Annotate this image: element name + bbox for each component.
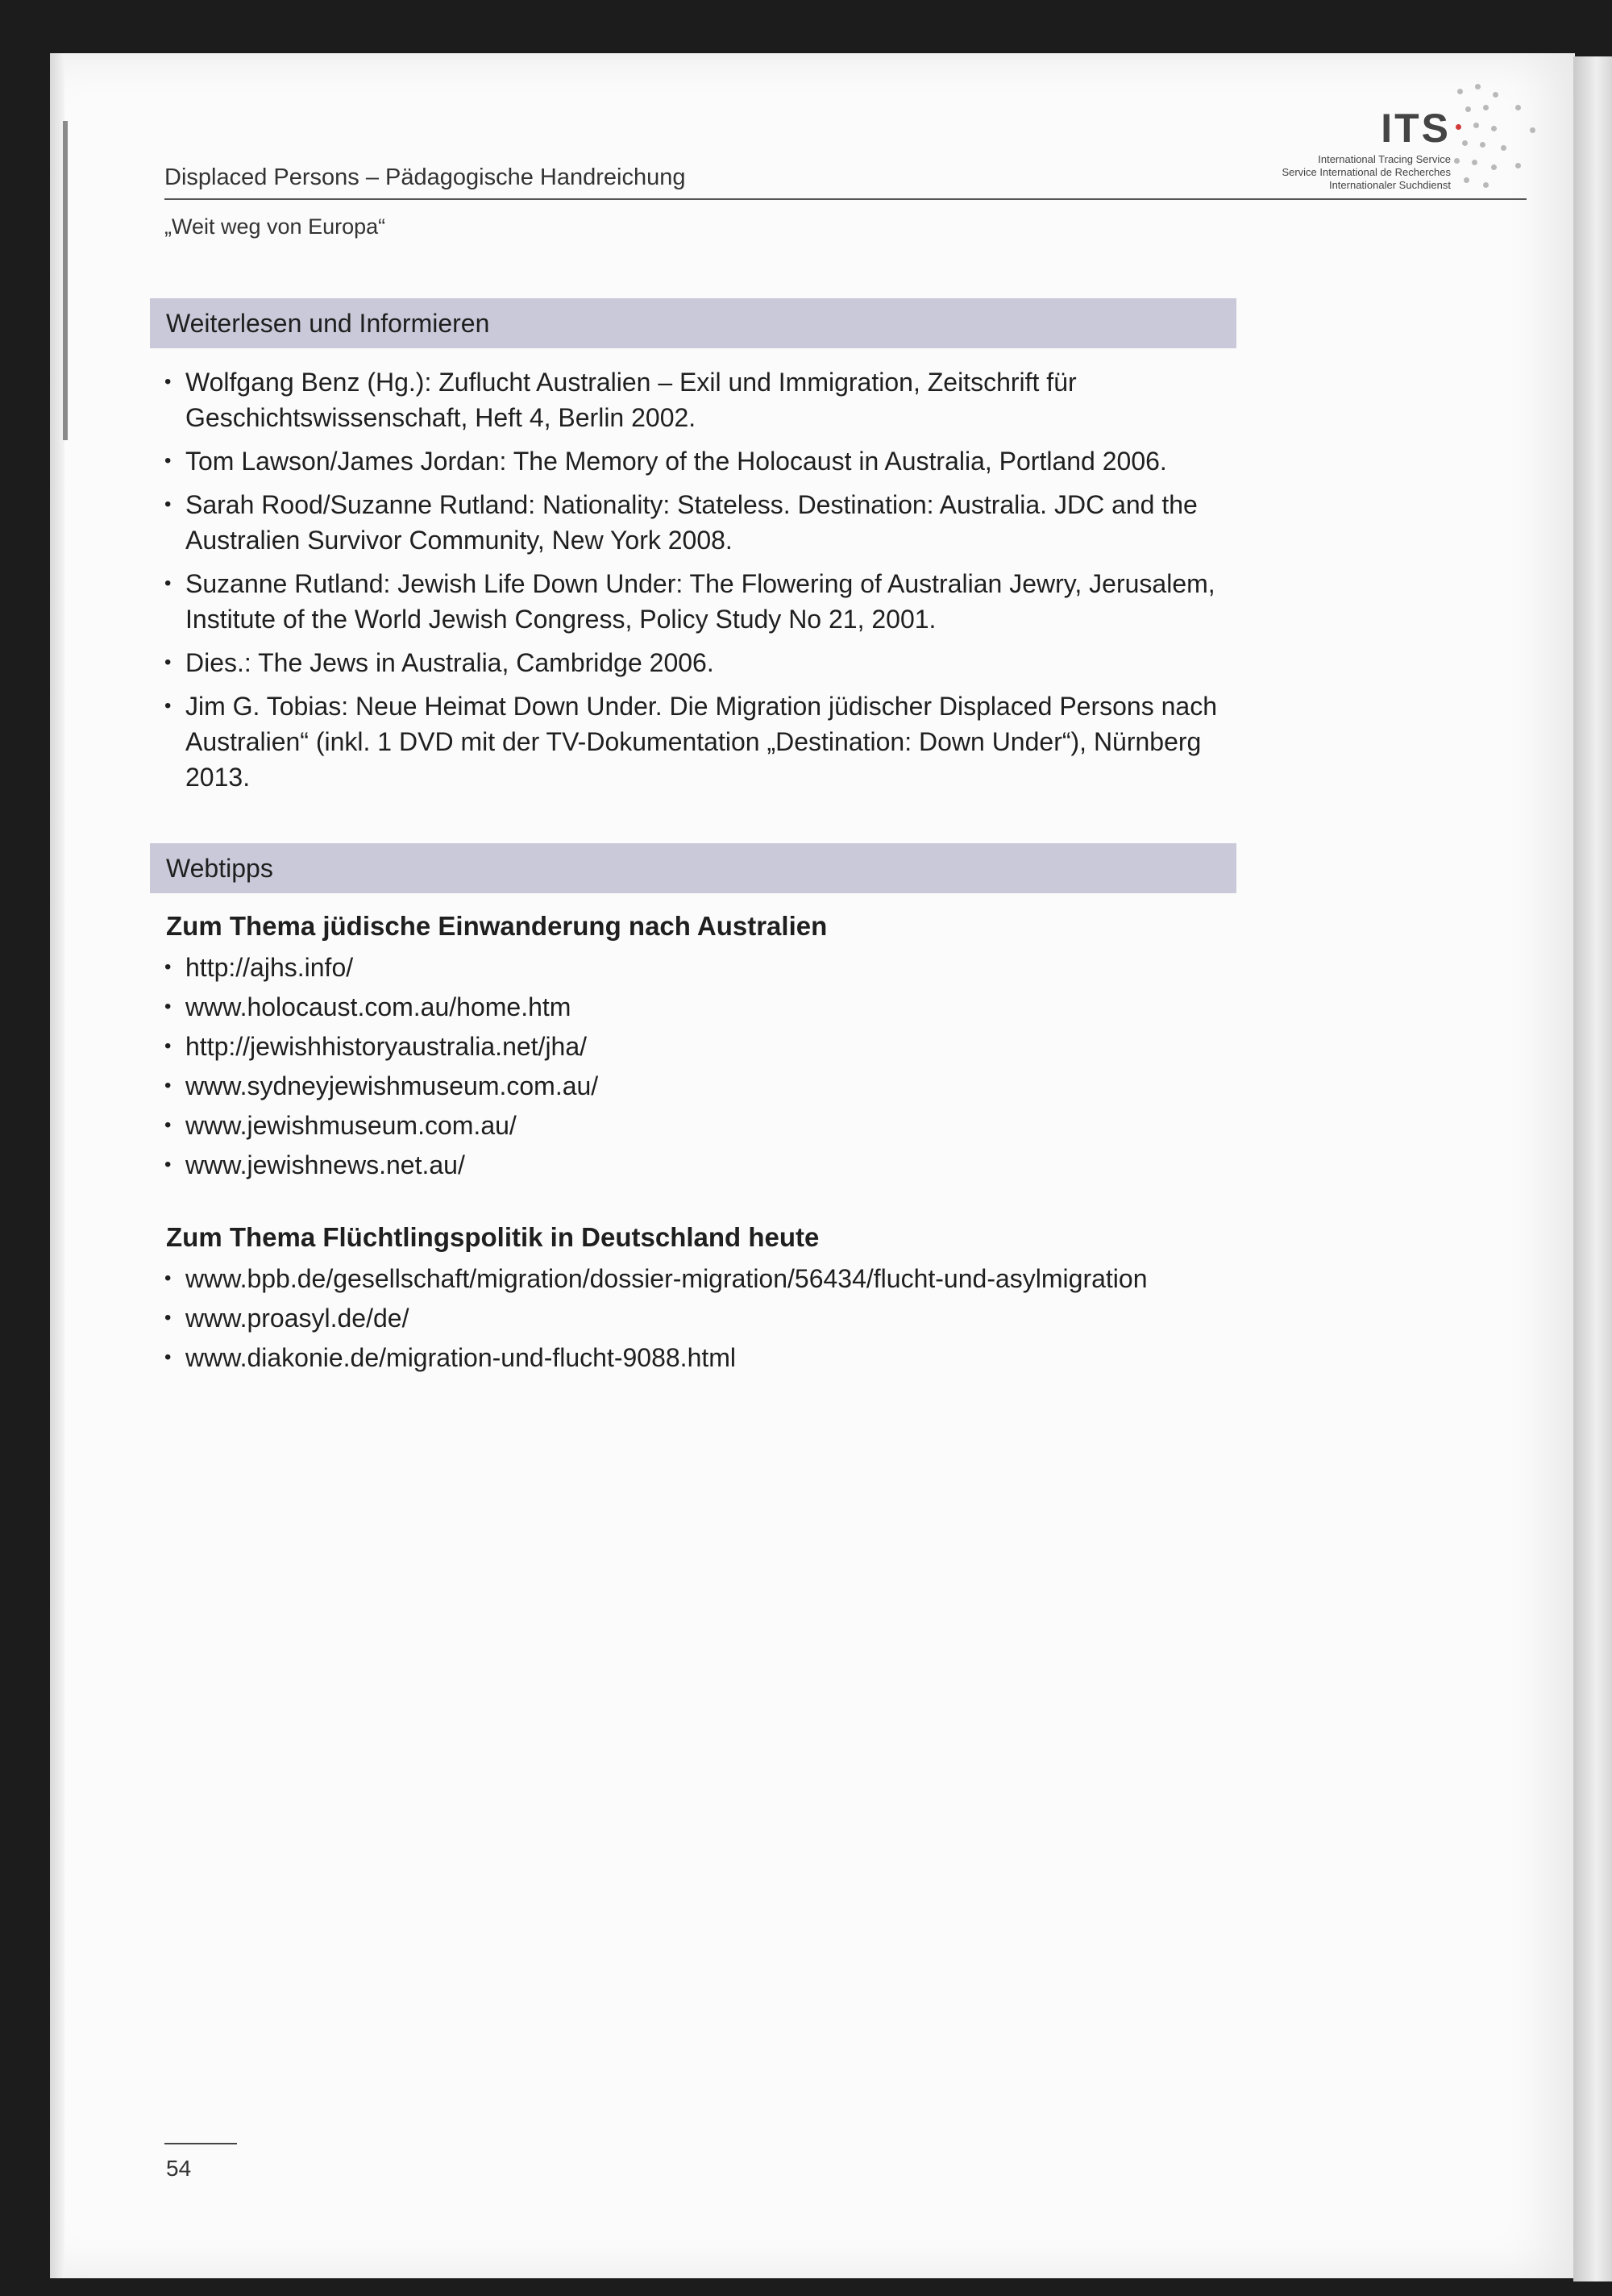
- web-link[interactable]: • www.proasyl.de/de/: [164, 1300, 1212, 1336]
- link-list-refugee-policy: [164, 1261, 1212, 1379]
- section-heading-reading: Weiterlesen und Informieren: [150, 298, 1236, 348]
- header-title: Displaced Persons – Pädagogische Handreichung: [164, 164, 686, 190]
- its-logo-line-fr: Service International de Recherches: [1282, 166, 1451, 178]
- subheading-immigration: Zum Thema jüdische Einwanderung nach Australien: [166, 911, 828, 941]
- web-link[interactable]: • www.bpb.de/gesellschaft/migration/dossier-migration/56434/flucht-und-asylmigration: [164, 1261, 1212, 1296]
- link-list-immigration: [164, 950, 1212, 1187]
- list-item: • Wolfgang Benz (Hg.): Zuflucht Australien – Exil und Immigration, Zeitschrift für Geschichtswissenschaft, Heft 4, Berlin 2002.: [164, 364, 1244, 435]
- its-logo-line-de: Internationaler Suchdienst: [1328, 179, 1451, 191]
- subheading-refugee-policy: Zum Thema Flüchtlingspolitik in Deutschland heute: [166, 1222, 820, 1252]
- list-item: • Dies.: The Jews in Australia, Cambridge 2006.: [164, 645, 1244, 680]
- web-link[interactable]: • http://jewishhistoryaustralia.net/jha/: [164, 1029, 1212, 1064]
- footer-rule: [164, 2143, 237, 2144]
- margin-bar: [63, 121, 68, 440]
- its-logo-dots-icon: [1451, 81, 1539, 193]
- its-logo-line-en: International Tracing Service: [1318, 153, 1451, 165]
- web-link[interactable]: • www.jewishnews.net.au/: [164, 1147, 1212, 1183]
- web-link[interactable]: • www.jewishmuseum.com.au/: [164, 1108, 1212, 1143]
- list-item: • Tom Lawson/James Jordan: The Memory of the Holocaust in Australia, Portland 2006.: [164, 443, 1244, 479]
- list-item: • Sarah Rood/Suzanne Rutland: Nationality: Stateless. Destination: Australia. JDC and the Australien Survivor Community, New York 2008.: [164, 487, 1244, 558]
- web-link[interactable]: • www.diakonie.de/migration-und-flucht-9088.html: [164, 1340, 1212, 1375]
- web-link[interactable]: • http://ajhs.info/: [164, 950, 1212, 985]
- web-link[interactable]: • www.sydneyjewishmuseum.com.au/: [164, 1068, 1212, 1104]
- its-logo-wordmark: ITS: [1381, 106, 1451, 151]
- reading-list: [164, 364, 1244, 803]
- list-item: • Jim G. Tobias: Neue Heimat Down Under. Die Migration jüdischer Displaced Persons nach Australien“ (inkl. 1 DVD mit der TV-Dokumentation „Destination: Down Under“), Nürnberg 2013.: [164, 688, 1244, 795]
- header-subtitle: „Weit weg von Europa“: [164, 214, 386, 239]
- its-logo: [1233, 81, 1539, 202]
- section-heading-web: Webtipps: [150, 843, 1236, 893]
- list-item: • Suzanne Rutland: Jewish Life Down Under: The Flowering of Australian Jewry, Jerusalem, Institute of the World Jewish Congress, Policy Study No 21, 2001.: [164, 566, 1244, 637]
- next-page-edge: [1573, 56, 1612, 2281]
- web-link[interactable]: • www.holocaust.com.au/home.htm: [164, 989, 1212, 1025]
- page-number: 54: [166, 2156, 192, 2181]
